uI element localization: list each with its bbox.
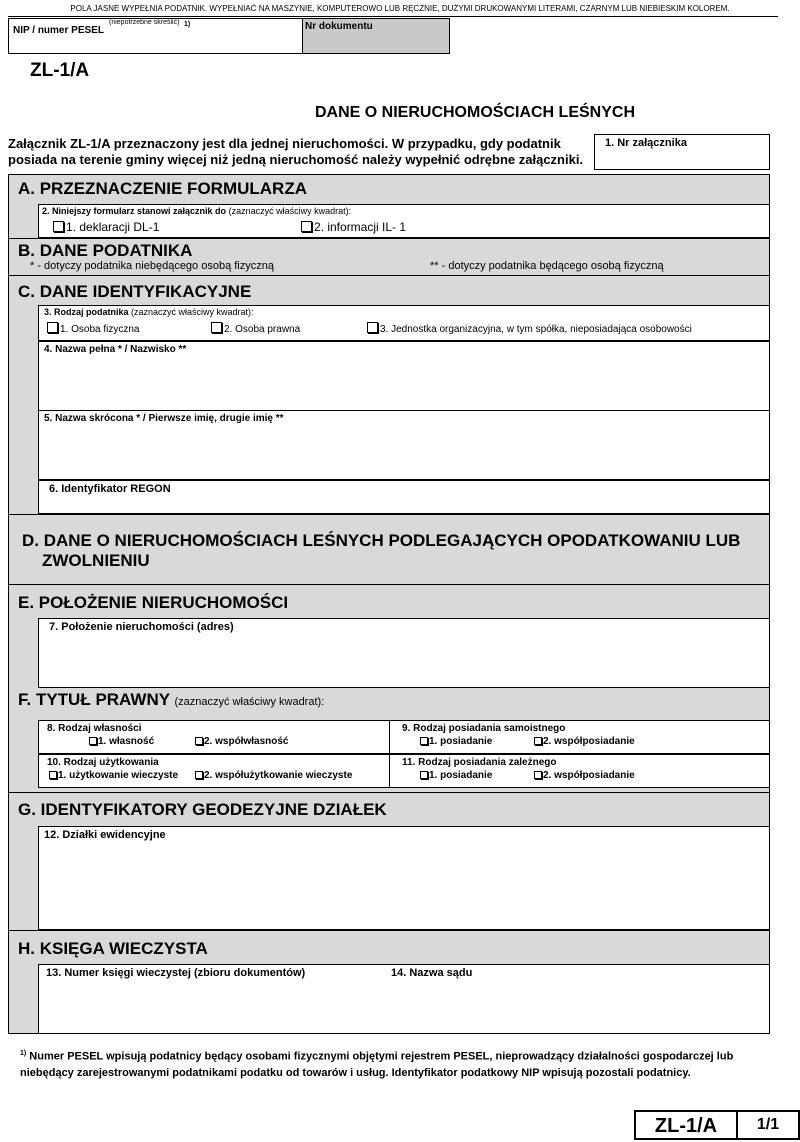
field-9-autonomous-possession: [389, 720, 770, 754]
checkbox-icon[interactable]: [367, 322, 378, 333]
checkbox-icon[interactable]: [211, 322, 222, 333]
divider: [8, 275, 770, 276]
checkbox-icon[interactable]: [195, 737, 203, 745]
footnote-marker: 1): [20, 1050, 27, 1057]
field-5-label: 5. Nazwa skrócona * / Pierwsze imię, drugie imię **: [44, 413, 284, 424]
field-11-dependent-possession: [389, 754, 770, 788]
section-f-title: F. TYTUŁ PRAWNY (zaznaczyć właściwy kwadrat):: [18, 690, 325, 709]
nip-note: (niepotrzebne skreślić): [109, 19, 180, 26]
field-7-label: 7. Położenie nieruchomości (adres): [49, 621, 234, 633]
field-4-label: 4. Nazwa pełna * / Nazwisko **: [44, 344, 187, 355]
intro-line-2: posiada na terenie gminy więcej niż jedną nieruchomość należy wypełnić odrębne załączniki.: [8, 152, 584, 167]
divider: [8, 238, 770, 239]
field-13-14-land-register[interactable]: [38, 964, 770, 1034]
section-b-title: B. DANE PODATNIKA: [18, 241, 193, 260]
section-d-title-line-2: ZWOLNIENIU: [42, 551, 150, 570]
footnote: [20, 1046, 780, 1081]
document-number-label: Nr dokumentu: [305, 21, 373, 32]
footer-form-code: [634, 1110, 738, 1140]
field-10-usage: [38, 754, 390, 788]
section-b-note-left: * - dotyczy podatnika niebędącego osobą fizyczną: [30, 260, 274, 272]
option-information-il1[interactable]: 2. informacji IL- 1: [301, 220, 406, 234]
section-e-title: E. POŁOŻENIE NIERUCHOMOŚCI: [18, 593, 289, 612]
checkbox-icon[interactable]: [47, 322, 58, 333]
field-8-ownership: [38, 720, 390, 754]
field-5-short-name[interactable]: [38, 410, 770, 480]
field-11-label: 11. Rodzaj posiadania zależnego: [402, 757, 557, 768]
page-title: DANE O NIERUCHOMOŚCIACH LEŚNYCH: [314, 104, 635, 121]
checkbox-icon[interactable]: [49, 771, 57, 779]
field-4-full-name[interactable]: [38, 341, 770, 411]
field-8-label: 8. Rodzaj własności: [47, 723, 142, 734]
footer-form-code-text: ZL-1/A: [654, 1115, 718, 1137]
field-12-label: 12. Działki ewidencyjne: [44, 829, 166, 841]
divider: [8, 514, 770, 515]
attachment-number-field[interactable]: [594, 134, 770, 170]
section-c-title: C. DANE IDENTYFIKACYJNE: [18, 282, 252, 301]
field-2-box: [38, 204, 770, 238]
footer-page-number: [736, 1110, 800, 1140]
checkbox-icon[interactable]: [301, 221, 312, 232]
footnote-line-2: niebędący zarejestrowanymi podatnikami podatku od towarów i usług. Identyfikator podatkowy NIP wpisują pozostali podatnicy.: [20, 1066, 691, 1079]
checkbox-icon[interactable]: [420, 771, 428, 779]
option-legal-person[interactable]: 2. Osoba prawna: [211, 322, 300, 335]
field-6-regon[interactable]: [38, 480, 770, 514]
document-number-field: [302, 18, 450, 54]
section-b-note-right: ** - dotyczy podatnika będącego osobą fizyczną: [430, 260, 664, 272]
option-ownership[interactable]: 1. własność: [89, 736, 154, 747]
option-declaration-dl1[interactable]: 1. deklaracji DL-1: [53, 220, 159, 234]
checkbox-icon[interactable]: [420, 737, 428, 745]
nip-label: NIP / numer PESEL: [13, 25, 104, 36]
section-f-note: (zaznaczyć właściwy kwadrat):: [174, 696, 325, 708]
field-9-label: 9. Rodzaj posiadania samoistnego: [402, 723, 566, 734]
checkbox-icon[interactable]: [195, 771, 203, 779]
field-3-box: [38, 305, 770, 341]
section-d-title-line-1: D. DANE O NIERUCHOMOŚCIACH LEŚNYCH PODLEGAJĄCYCH OPODATKOWANIU LUB: [22, 531, 741, 550]
checkbox-icon[interactable]: [53, 221, 64, 232]
footnote-line-1: Numer PESEL wpisują podatnicy będący osobami fizycznymi objętymi rejestrem PESEL, nieprowadzący działalności gospodarczej lub: [29, 1050, 734, 1063]
option-perpetual-usufruct[interactable]: 1. użytkowanie wieczyste: [49, 770, 178, 781]
section-h-title: H. KSIĘGA WIECZYSTA: [18, 939, 208, 958]
checkbox-icon[interactable]: [534, 771, 542, 779]
attachment-number-label: 1. Nr załącznika: [605, 137, 687, 149]
option-co-possession[interactable]: 2. współposiadanie: [534, 736, 635, 747]
divider: [8, 930, 770, 931]
header-instruction: POLA JASNE WYPEŁNIA PODATNIK. WYPEŁNIAĆ NA MASZYNIE, KOMPUTEROWO LUB RĘCZNIE, DUŻYMI DRUKOWANYMI LITERAMI, CZARNYM LUB NIEBIESKIM KOLOREM.: [70, 4, 730, 13]
field-14-label: 14. Nazwa sądu: [391, 967, 473, 979]
section-g-title: G. IDENTYFIKATORY GEODEZYJNE DZIAŁEK: [18, 800, 387, 819]
field-6-label: 6. Identyfikator REGON: [49, 483, 171, 495]
field-12-plots[interactable]: [38, 826, 770, 930]
option-natural-person[interactable]: 1. Osoba fizyczna: [47, 322, 139, 335]
option-co-ownership[interactable]: 2. współwłasność: [195, 736, 288, 747]
intro-line-1: Załącznik ZL-1/A przeznaczony jest dla jednej nieruchomości. W przypadku, gdy podatnik: [8, 136, 561, 151]
field-3-label: 3. Rodzaj podatnika (zaznaczyć właściwy kwadrat):: [44, 307, 254, 317]
option-organizational-unit[interactable]: 3. Jednostka organizacyjna, w tym spółka, nieposiadająca osobowości: [367, 322, 692, 335]
field-2-label: 2. Niniejszy formularz stanowi załącznik do (zaznaczyć właściwy kwadrat):: [42, 206, 352, 216]
footer-page-text: 1/1: [756, 1116, 780, 1133]
checkbox-icon[interactable]: [534, 737, 542, 745]
option-dependent-possession[interactable]: 1. posiadanie: [420, 770, 492, 781]
field-7-location[interactable]: [38, 618, 770, 688]
header-rule: [8, 16, 778, 17]
form-code: ZL-1/A: [30, 60, 90, 81]
option-co-perpetual-usufruct[interactable]: 2. współużytkowanie wieczyste: [195, 770, 352, 781]
option-dependent-co-possession[interactable]: 2. współposiadanie: [534, 770, 635, 781]
nip-footnote: 1): [184, 21, 191, 28]
divider: [8, 792, 770, 793]
divider: [8, 584, 770, 585]
field-13-label: 13. Numer księgi wieczystej (zbioru dokumentów): [46, 967, 306, 979]
section-a-title: A. PRZEZNACZENIE FORMULARZA: [18, 179, 307, 198]
checkbox-icon[interactable]: [89, 737, 97, 745]
field-10-label: 10. Rodzaj użytkowania: [47, 757, 159, 768]
option-possession[interactable]: 1. posiadanie: [420, 736, 492, 747]
nip-field[interactable]: [8, 18, 304, 54]
